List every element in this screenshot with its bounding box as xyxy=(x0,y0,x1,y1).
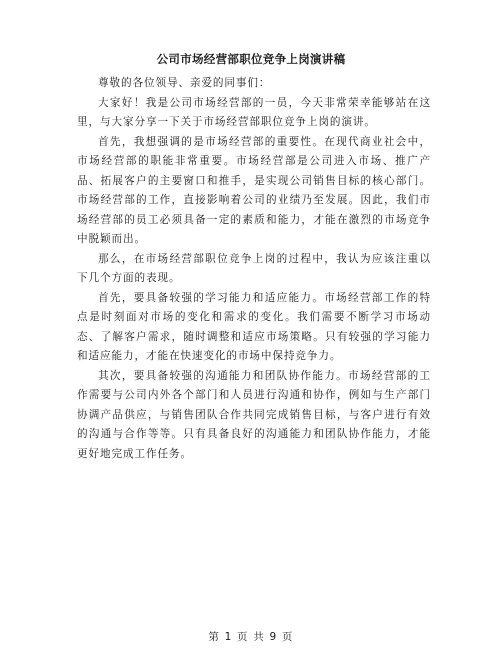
paragraph-greeting: 大家好！我是公司市场经营部的一员，今天非常荣幸能够站在这里，与大家分享一下关于市场经营部职位竞争上岗的演讲。 xyxy=(77,96,431,128)
paragraph-salutation: 尊敬的各位领导、亲爱的同事们： xyxy=(98,77,271,89)
document-title: 公司市场经营部职位竞争上岗演讲稿 xyxy=(156,52,346,66)
paragraph-importance: 首先，我想强调的是市场经营部的重要性。在现代商业社会中，市场经营部的职能非常重要。市场经营部是公司进入市场、推广产品、拓展客户的主要窗口和推手，是实现公司销售目标的核心部门。市场经营部的工作，直接影响着公司的业绩乃至发展。因此，我们市场经营部的员工必须具备一定的素质和能力，才能在激烈的市场竞争中脱颖而出。 xyxy=(77,135,431,245)
document-body xyxy=(77,74,431,464)
paragraph-learning-ability: 首先，要具备较强的学习能力和适应能力。市场经营部工作的特点是时刻面对市场的变化和需求的变化。我们需要不断学习市场动态、了解客户需求，随时调整和适应市场策略。只有较强的学习能力和适应能力，才能在快速变化的市场中保持竞争力。 xyxy=(77,291,431,362)
paragraph-communication-ability: 其次，要具备较强的沟通能力和团队协作能力。市场经营部的工作需要与公司内外各个部门和人员进行沟通和协作，例如与生产部门协调产品供应，与销售团队合作共同完成销售目标，与客户进行有效的沟通与合作等等。只有具备良好的沟通能力和团队协作能力，才能更好地完成工作任务。 xyxy=(77,369,431,460)
page-number-footer: 第 1 页 共 9 页 xyxy=(208,631,294,643)
paragraph-aspects-intro: 那么，在市场经营部职位竞争上岗的过程中，我认为应该注重以下几个方面的表现。 xyxy=(77,252,431,284)
